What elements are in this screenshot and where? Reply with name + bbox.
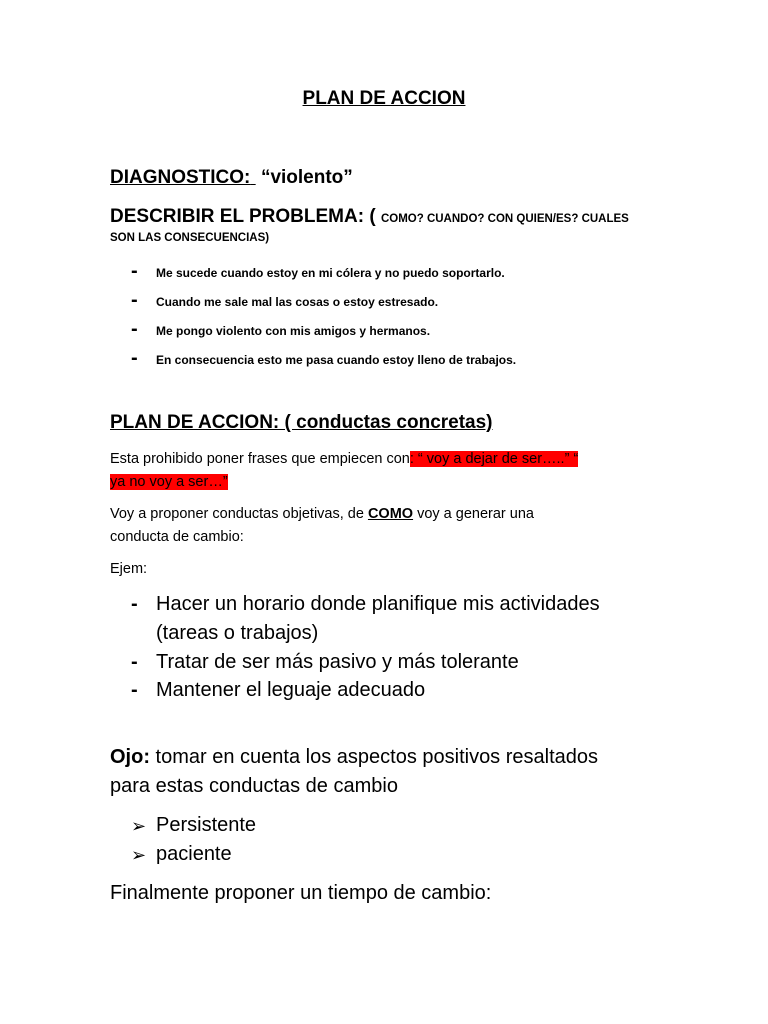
arrow-bullet-icon: ➢ — [131, 816, 147, 836]
proponer-bold: COMO — [367, 506, 414, 522]
problem-item: Me pongo violento con mis amigos y hermanos. — [156, 324, 431, 338]
describir-note-1: COMO? CUANDO? CON QUIEN/ES? CUALES — [380, 213, 629, 225]
describir-line — [110, 206, 629, 228]
prohibido-line-2 — [110, 474, 228, 490]
diagnostico-value: “violento” — [260, 167, 353, 188]
prohibido-line-1 — [110, 451, 578, 467]
example-item-1b: (tareas o trabajos) — [156, 622, 319, 644]
page-title: PLAN DE ACCION — [302, 88, 466, 109]
diagnostico-label: DIAGNOSTICO: — [110, 167, 251, 188]
ejem-label: Ejem: — [110, 561, 148, 577]
proponer-post: voy a generar una — [413, 506, 534, 522]
prohibido-highlight-1: : “ voy a dejar de ser…..” “ — [409, 451, 579, 467]
example-item-2: Tratar de ser más pasivo y más tolerante — [156, 651, 519, 673]
quality-item: Persistente — [156, 814, 257, 836]
ojo-text: tomar en cuenta los aspectos positivos resaltados — [150, 746, 599, 768]
proponer-line-1 — [110, 506, 534, 522]
describir-label: DESCRIBIR EL PROBLEMA: ( — [110, 206, 376, 227]
ojo-label: Ojo: — [110, 746, 150, 768]
example-dash: - — [131, 593, 138, 615]
example-dash: - — [131, 651, 138, 673]
quality-item: paciente — [156, 843, 232, 865]
ojo-line-2: para estas conductas de cambio — [110, 775, 398, 797]
describir-note-2: SON LAS CONSECUENCIAS) — [110, 232, 270, 244]
bullet-dash: - — [131, 318, 138, 340]
prohibido-highlight-2: ya no voy a ser…” — [110, 474, 228, 490]
plan-heading: PLAN DE ACCION: ( conductas concretas) — [110, 412, 493, 433]
problem-item: En consecuencia esto me pasa cuando estoy lleno de trabajos. — [156, 353, 517, 367]
ojo-line-1 — [110, 746, 598, 769]
example-item-1: Hacer un horario donde planifique mis actividades — [156, 593, 600, 615]
bullet-dash: - — [131, 347, 138, 369]
proponer-line-2: conducta de cambio: — [110, 529, 244, 545]
proponer-pre: Voy a proponer conductas objetivas, de — [110, 506, 368, 522]
example-dash: - — [131, 679, 138, 701]
diagnostico-line — [110, 167, 353, 189]
arrow-bullet-icon: ➢ — [131, 845, 147, 865]
problem-item: Me sucede cuando estoy en mi cólera y no puedo soportarlo. — [156, 266, 505, 280]
example-item-3: Mantener el leguaje adecuado — [156, 679, 426, 701]
prohibido-text: Esta prohibido poner frases que empiecen con — [110, 451, 410, 467]
bullet-dash: - — [131, 260, 138, 282]
final-line: Finalmente proponer un tiempo de cambio: — [110, 882, 492, 904]
bullet-dash: - — [131, 289, 138, 311]
problem-item: Cuando me sale mal las cosas o estoy estresado. — [156, 295, 439, 309]
